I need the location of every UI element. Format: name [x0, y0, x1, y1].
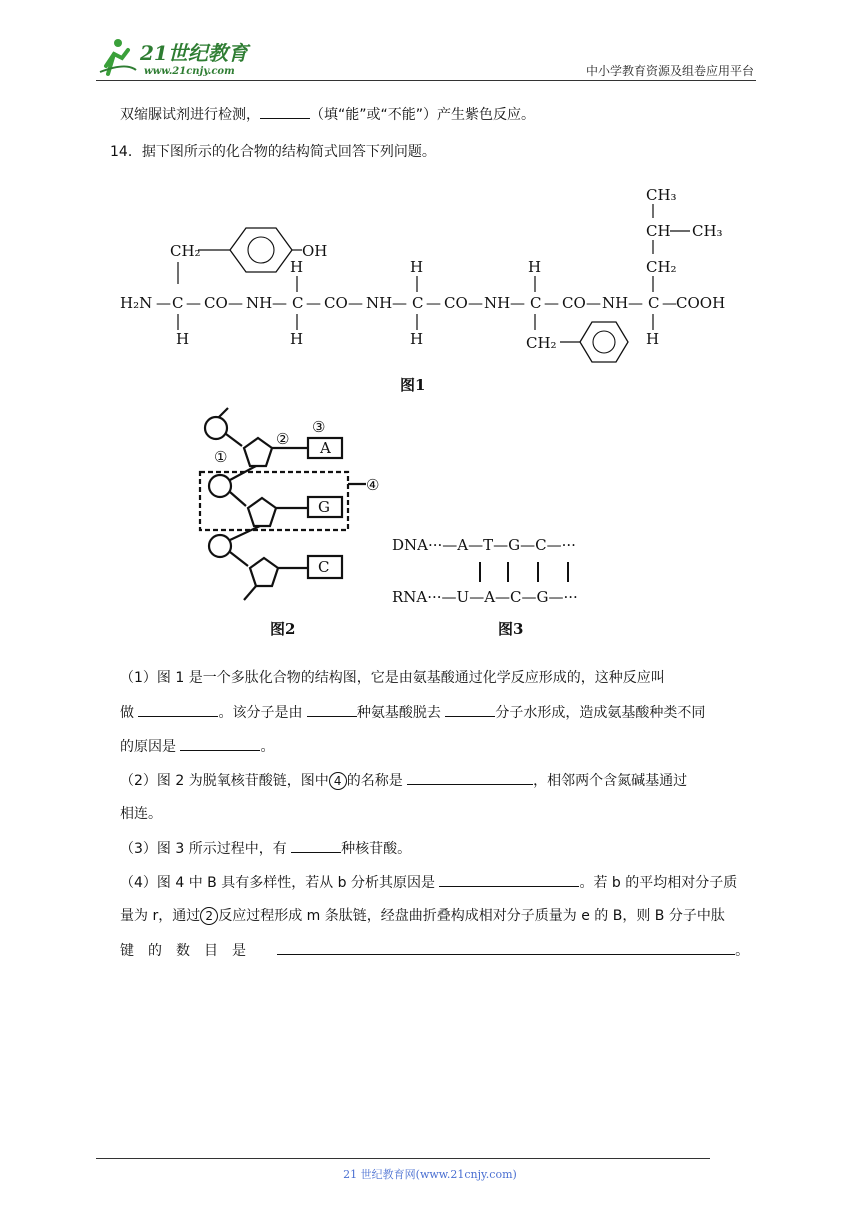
svg-text:H: H: [176, 330, 190, 348]
figure-2-dna-strand: [196, 400, 396, 610]
svg-text:—: —: [628, 294, 643, 312]
svg-text:CO: CO: [324, 294, 348, 312]
question-4-line-1: （4）图 4 中 B 具有多样性，若从 b 分析其原因是 。若 b 的平均相对分子质: [120, 872, 737, 893]
question-3-line: （3）图 3 所示过程中，有 种核苷酸。: [120, 838, 411, 859]
question-2-line-1: （2）图 2 为脱氧核苷酸链，图中 4 的名称是 ，相邻两个含氮碱基通过: [120, 770, 687, 791]
svg-text:③: ③: [312, 418, 326, 436]
answer-blank[interactable]: [277, 940, 735, 955]
h2n-label: H₂N: [120, 294, 153, 312]
header-divider: [96, 80, 756, 81]
question-1-line-2: 做 。该分子是由 种氨基酸脱去 分子水形成，造成氨基酸种类不同: [120, 702, 705, 723]
answer-blank[interactable]: [260, 104, 310, 119]
svg-text:②: ②: [276, 430, 290, 448]
svg-text:CO: CO: [444, 294, 468, 312]
logo-url: www.21cnjy.com: [144, 66, 235, 77]
answer-blank[interactable]: [307, 702, 357, 717]
svg-text:—: —: [392, 294, 407, 312]
svg-text:—: —: [544, 294, 559, 312]
logo-runner-icon: [96, 36, 266, 78]
svg-text:CH₂: CH₂: [170, 242, 201, 260]
svg-text:NH: NH: [484, 294, 511, 312]
svg-text:④: ④: [366, 476, 380, 494]
svg-text:—: —: [662, 294, 677, 312]
question-1-line-3: 的原因是 。: [120, 736, 274, 757]
svg-text:H: H: [290, 258, 304, 276]
svg-text:—: —: [586, 294, 601, 312]
answer-blank[interactable]: [138, 702, 218, 717]
rna-row: RNA···—U—A—C—G—···: [392, 588, 578, 606]
svg-text:H: H: [410, 258, 424, 276]
question-1-line-1: （1）图 1 是一个多肽化合物的结构图，它是由氨基酸通过化学反应形成的，这种反应叫: [120, 670, 665, 686]
svg-text:—: —: [426, 294, 441, 312]
svg-text:G: G: [318, 498, 330, 516]
question-4-line-2: 量为 r，通过 2 反应过程形成 m 条肽链，经盘曲折叠构成相对分子质量为 e 的 B，则 B 分子中肽: [120, 908, 725, 924]
svg-text:CH₂: CH₂: [646, 258, 677, 276]
svg-text:CO: CO: [562, 294, 586, 312]
answer-blank[interactable]: [180, 736, 260, 751]
svg-text:—: —: [348, 294, 363, 312]
svg-text:H: H: [410, 330, 424, 348]
svg-text:CH: CH: [646, 222, 671, 240]
circled-number: 2: [200, 907, 218, 925]
dna-row: DNA···—A—T—G—C—···: [392, 536, 576, 554]
figure-3-caption: 图3: [498, 620, 524, 638]
svg-text:—: —: [228, 294, 243, 312]
footer-link[interactable]: 21 世纪教育网(www.21cnjy.com): [343, 1168, 517, 1181]
svg-text:NH: NH: [366, 294, 393, 312]
answer-blank[interactable]: [445, 702, 495, 717]
line1-text-b: （填“能”或“不能”）产生紫色反应。: [310, 107, 536, 123]
svg-text:NH: NH: [246, 294, 273, 312]
svg-text:H: H: [646, 330, 660, 348]
answer-blank[interactable]: [407, 770, 533, 785]
svg-text:CH₃: CH₃: [692, 222, 723, 240]
svg-text:C: C: [318, 558, 330, 576]
svg-text:H: H: [290, 330, 304, 348]
figure-1-caption: 图1: [400, 376, 426, 394]
svg-text:①: ①: [214, 448, 228, 466]
site-logo: [96, 36, 266, 78]
svg-text:—: —: [186, 294, 201, 312]
svg-text:C: C: [530, 294, 542, 312]
header-platform-text: 中小学教育资源及组卷应用平台: [585, 64, 754, 78]
answer-blank[interactable]: [439, 872, 579, 887]
svg-text:CH₂: CH₂: [526, 334, 557, 352]
svg-text:OH: OH: [302, 242, 328, 260]
svg-text:C: C: [412, 294, 424, 312]
svg-text:NH: NH: [602, 294, 629, 312]
svg-text:—: —: [306, 294, 321, 312]
circled-number: 4: [329, 772, 347, 790]
question-14-title: 14．据下图所示的化合物的结构简式回答下列问题。: [110, 144, 436, 160]
svg-text:C: C: [292, 294, 304, 312]
svg-text:—: —: [468, 294, 483, 312]
figure-3-transcription: [388, 528, 628, 608]
svg-text:C: C: [648, 294, 660, 312]
figure-2-caption: 图2: [270, 620, 296, 638]
line1-text-a: 双缩脲试剂进行检测，: [120, 107, 260, 123]
footer-divider: [96, 1158, 710, 1159]
svg-text:—: —: [272, 294, 287, 312]
continuation-line: [120, 104, 535, 125]
svg-text:H: H: [528, 258, 542, 276]
svg-text:COOH: COOH: [676, 294, 726, 312]
svg-text:C: C: [172, 294, 184, 312]
logo-text: 21世纪教育: [140, 41, 248, 65]
svg-text:—: —: [156, 294, 171, 312]
figure-1-polypeptide: [110, 180, 750, 400]
svg-text:—: —: [510, 294, 525, 312]
question-4-line-3: 键 的 数 目 是 。: [120, 940, 749, 961]
question-2-line-2: 相连。: [120, 806, 162, 822]
answer-blank[interactable]: [291, 838, 341, 853]
svg-text:CO: CO: [204, 294, 228, 312]
svg-text:A: A: [320, 439, 331, 457]
svg-text:CH₃: CH₃: [646, 186, 677, 204]
